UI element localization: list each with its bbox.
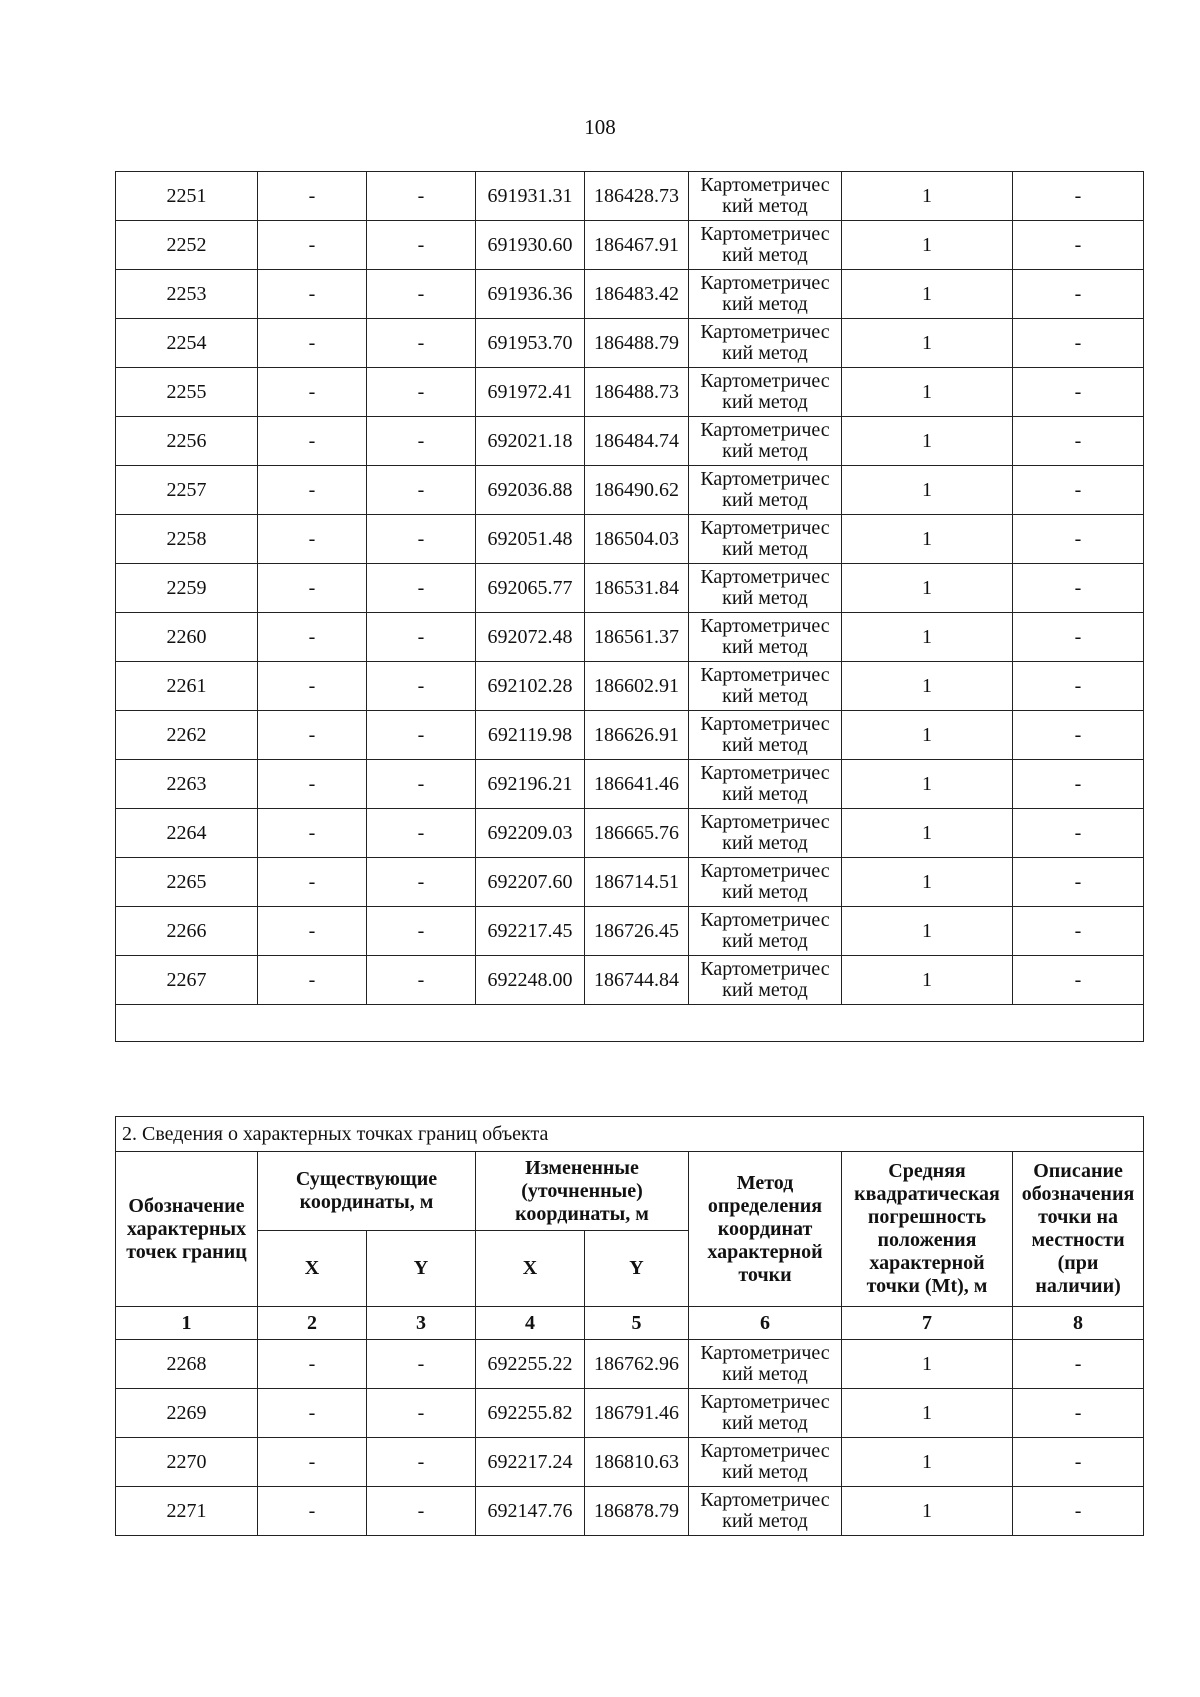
cell-error: 1 [842,760,1013,809]
cell-existing-y: - [367,613,476,662]
cell-point-id: 2251 [116,172,258,221]
cell-description: - [1013,564,1144,613]
cell-changed-y: 186488.79 [585,319,689,368]
cell-method: Картометричес кий метод [689,613,842,662]
cell-error: 1 [842,368,1013,417]
col-number: 8 [1013,1307,1144,1340]
cell-method: Картометричес кий метод [689,760,842,809]
table-row [116,1389,1144,1438]
cell-method: Картометричес кий метод [689,1438,842,1487]
table-row [116,711,1144,760]
cell-existing-x: - [258,907,367,956]
cell-method: Картометричес кий метод [689,466,842,515]
cell-existing-y: - [367,221,476,270]
cell-changed-x: 691936.36 [476,270,585,319]
cell-point-id: 2266 [116,907,258,956]
cell-error: 1 [842,319,1013,368]
cell-error: 1 [842,809,1013,858]
cell-description: - [1013,760,1144,809]
cell-point-id: 2255 [116,368,258,417]
cell-changed-x: 692217.45 [476,907,585,956]
header-existing-coords: Существующие координаты, м [258,1152,476,1231]
header-method: Метод определения координат характерной точки [689,1152,842,1307]
header-existing-y: Y [367,1231,476,1307]
cell-existing-x: - [258,270,367,319]
table2-body [116,1340,1144,1536]
header-designation: Обозначение характерных точек границ [116,1152,258,1307]
cell-existing-y: - [367,319,476,368]
table-row [116,466,1144,515]
cell-changed-y: 186531.84 [585,564,689,613]
cell-description: - [1013,809,1144,858]
col-number: 5 [585,1307,689,1340]
header-changed-coords: Измененные (уточненные) координаты, м [476,1152,689,1231]
cell-method: Картометричес кий метод [689,858,842,907]
table-row [116,417,1144,466]
cell-changed-x: 692072.48 [476,613,585,662]
cell-method: Картометричес кий метод [689,956,842,1005]
cell-changed-y: 186641.46 [585,760,689,809]
cell-error: 1 [842,1438,1013,1487]
col-number: 3 [367,1307,476,1340]
cell-method: Картометричес кий метод [689,711,842,760]
cell-changed-y: 186878.79 [585,1487,689,1536]
cell-description: - [1013,858,1144,907]
col-number: 2 [258,1307,367,1340]
cell-existing-x: - [258,368,367,417]
cell-existing-y: - [367,711,476,760]
cell-changed-x: 692248.00 [476,956,585,1005]
cell-existing-x: - [258,1438,367,1487]
cell-existing-y: - [367,907,476,956]
cell-error: 1 [842,466,1013,515]
cell-point-id: 2265 [116,858,258,907]
cell-method: Картометричес кий метод [689,319,842,368]
cell-error: 1 [842,956,1013,1005]
cell-changed-y: 186726.45 [585,907,689,956]
cell-point-id: 2263 [116,760,258,809]
table-row [116,907,1144,956]
cell-existing-x: - [258,319,367,368]
cell-error: 1 [842,564,1013,613]
header-description: Описание обозначения точки на местности (при наличии) [1013,1152,1144,1307]
table1-body [116,172,1144,1005]
cell-method: Картометричес кий метод [689,907,842,956]
table-caption: 2. Сведения о характерных точках границ объекта [116,1117,1144,1152]
cell-existing-x: - [258,613,367,662]
cell-description: - [1013,172,1144,221]
cell-point-id: 2268 [116,1340,258,1389]
cell-existing-x: - [258,1487,367,1536]
cell-error: 1 [842,270,1013,319]
col-number: 7 [842,1307,1013,1340]
cell-point-id: 2267 [116,956,258,1005]
cell-error: 1 [842,1389,1013,1438]
cell-point-id: 2256 [116,417,258,466]
cell-existing-y: - [367,809,476,858]
cell-error: 1 [842,172,1013,221]
cell-existing-x: - [258,662,367,711]
cell-method: Картометричес кий метод [689,662,842,711]
cell-changed-x: 692036.88 [476,466,585,515]
cell-changed-y: 186484.74 [585,417,689,466]
cell-changed-y: 186490.62 [585,466,689,515]
cell-point-id: 2269 [116,1389,258,1438]
cell-changed-x: 692065.77 [476,564,585,613]
cell-changed-y: 186467.91 [585,221,689,270]
cell-existing-x: - [258,221,367,270]
cell-description: - [1013,270,1144,319]
cell-existing-y: - [367,564,476,613]
cell-error: 1 [842,1340,1013,1389]
table-row [116,564,1144,613]
cell-method: Картометричес кий метод [689,809,842,858]
col-number: 1 [116,1307,258,1340]
cell-description: - [1013,319,1144,368]
cell-existing-x: - [258,956,367,1005]
cell-existing-x: - [258,809,367,858]
table-row [116,858,1144,907]
cell-error: 1 [842,417,1013,466]
cell-description: - [1013,417,1144,466]
boundary-points-table [115,1116,1144,1536]
empty-cell [116,1005,1144,1042]
cell-changed-x: 692021.18 [476,417,585,466]
cell-existing-y: - [367,1389,476,1438]
table-row [116,221,1144,270]
cell-existing-x: - [258,564,367,613]
cell-existing-y: - [367,417,476,466]
cell-method: Картометричес кий метод [689,368,842,417]
cell-existing-y: - [367,515,476,564]
cell-changed-y: 186762.96 [585,1340,689,1389]
header-changed-x: X [476,1231,585,1307]
empty-row [116,1005,1144,1042]
cell-changed-y: 186483.42 [585,270,689,319]
cell-description: - [1013,711,1144,760]
cell-changed-x: 691930.60 [476,221,585,270]
table-row [116,270,1144,319]
table-row [116,1340,1144,1389]
table-row [116,1487,1144,1536]
cell-changed-x: 692209.03 [476,809,585,858]
cell-description: - [1013,515,1144,564]
cell-existing-y: - [367,1438,476,1487]
cell-error: 1 [842,858,1013,907]
cell-existing-y: - [367,858,476,907]
cell-error: 1 [842,515,1013,564]
cell-method: Картометричес кий метод [689,221,842,270]
cell-existing-x: - [258,1389,367,1438]
cell-changed-x: 692255.22 [476,1340,585,1389]
cell-method: Картометричес кий метод [689,1389,842,1438]
cell-description: - [1013,1389,1144,1438]
cell-existing-y: - [367,172,476,221]
cell-changed-x: 692207.60 [476,858,585,907]
cell-method: Картометричес кий метод [689,1487,842,1536]
cell-existing-x: - [258,417,367,466]
cell-changed-x: 692196.21 [476,760,585,809]
cell-changed-y: 186561.37 [585,613,689,662]
cell-changed-x: 691931.31 [476,172,585,221]
cell-changed-x: 692147.76 [476,1487,585,1536]
cell-error: 1 [842,613,1013,662]
cell-existing-y: - [367,1340,476,1389]
cell-changed-x: 692119.98 [476,711,585,760]
cell-changed-x: 691972.41 [476,368,585,417]
cell-error: 1 [842,1487,1013,1536]
cell-error: 1 [842,662,1013,711]
table-row [116,956,1144,1005]
cell-point-id: 2259 [116,564,258,613]
table-row [116,809,1144,858]
cell-existing-y: - [367,270,476,319]
table-row [116,613,1144,662]
cell-point-id: 2258 [116,515,258,564]
cell-description: - [1013,662,1144,711]
cell-description: - [1013,1438,1144,1487]
cell-description: - [1013,1340,1144,1389]
cell-point-id: 2254 [116,319,258,368]
cell-changed-x: 691953.70 [476,319,585,368]
cell-changed-x: 692255.82 [476,1389,585,1438]
cell-point-id: 2264 [116,809,258,858]
cell-existing-y: - [367,662,476,711]
cell-changed-x: 692102.28 [476,662,585,711]
cell-existing-y: - [367,1487,476,1536]
cell-point-id: 2262 [116,711,258,760]
cell-method: Картометричес кий метод [689,172,842,221]
cell-point-id: 2253 [116,270,258,319]
cell-changed-y: 186744.84 [585,956,689,1005]
cell-existing-y: - [367,760,476,809]
header-error: Средняя квадратическая погрешность положения характерной точки (Mt), м [842,1152,1013,1307]
cell-error: 1 [842,907,1013,956]
cell-description: - [1013,368,1144,417]
cell-changed-y: 186714.51 [585,858,689,907]
cell-point-id: 2252 [116,221,258,270]
cell-description: - [1013,613,1144,662]
header-existing-x: X [258,1231,367,1307]
table-row [116,1438,1144,1487]
cell-description: - [1013,221,1144,270]
cell-method: Картометричес кий метод [689,417,842,466]
cell-changed-y: 186602.91 [585,662,689,711]
cell-existing-x: - [258,760,367,809]
cell-description: - [1013,956,1144,1005]
cell-existing-y: - [367,466,476,515]
cell-point-id: 2257 [116,466,258,515]
table-row [116,515,1144,564]
cell-changed-y: 186626.91 [585,711,689,760]
cell-existing-x: - [258,858,367,907]
header-changed-y: Y [585,1231,689,1307]
cell-method: Картометричес кий метод [689,564,842,613]
table-row [116,760,1144,809]
cell-changed-y: 186810.63 [585,1438,689,1487]
cell-changed-x: 692217.24 [476,1438,585,1487]
cell-method: Картометричес кий метод [689,270,842,319]
cell-changed-y: 186428.73 [585,172,689,221]
cell-existing-y: - [367,368,476,417]
coordinates-table-continued [115,171,1144,1042]
page-number: 108 [584,115,616,139]
table-row [116,368,1144,417]
table-row [116,172,1144,221]
cell-description: - [1013,1487,1144,1536]
col-number: 4 [476,1307,585,1340]
cell-existing-x: - [258,466,367,515]
table-row [116,662,1144,711]
cell-description: - [1013,466,1144,515]
cell-changed-y: 186791.46 [585,1389,689,1438]
cell-point-id: 2270 [116,1438,258,1487]
cell-changed-x: 692051.48 [476,515,585,564]
cell-existing-x: - [258,172,367,221]
col-number: 6 [689,1307,842,1340]
cell-method: Картометричес кий метод [689,1340,842,1389]
cell-existing-x: - [258,711,367,760]
cell-existing-x: - [258,515,367,564]
cell-error: 1 [842,711,1013,760]
cell-existing-y: - [367,956,476,1005]
cell-point-id: 2260 [116,613,258,662]
cell-changed-y: 186504.03 [585,515,689,564]
cell-point-id: 2271 [116,1487,258,1536]
cell-changed-y: 186665.76 [585,809,689,858]
cell-method: Картометричес кий метод [689,515,842,564]
cell-changed-y: 186488.73 [585,368,689,417]
cell-description: - [1013,907,1144,956]
table-row [116,319,1144,368]
cell-existing-x: - [258,1340,367,1389]
cell-error: 1 [842,221,1013,270]
cell-point-id: 2261 [116,662,258,711]
